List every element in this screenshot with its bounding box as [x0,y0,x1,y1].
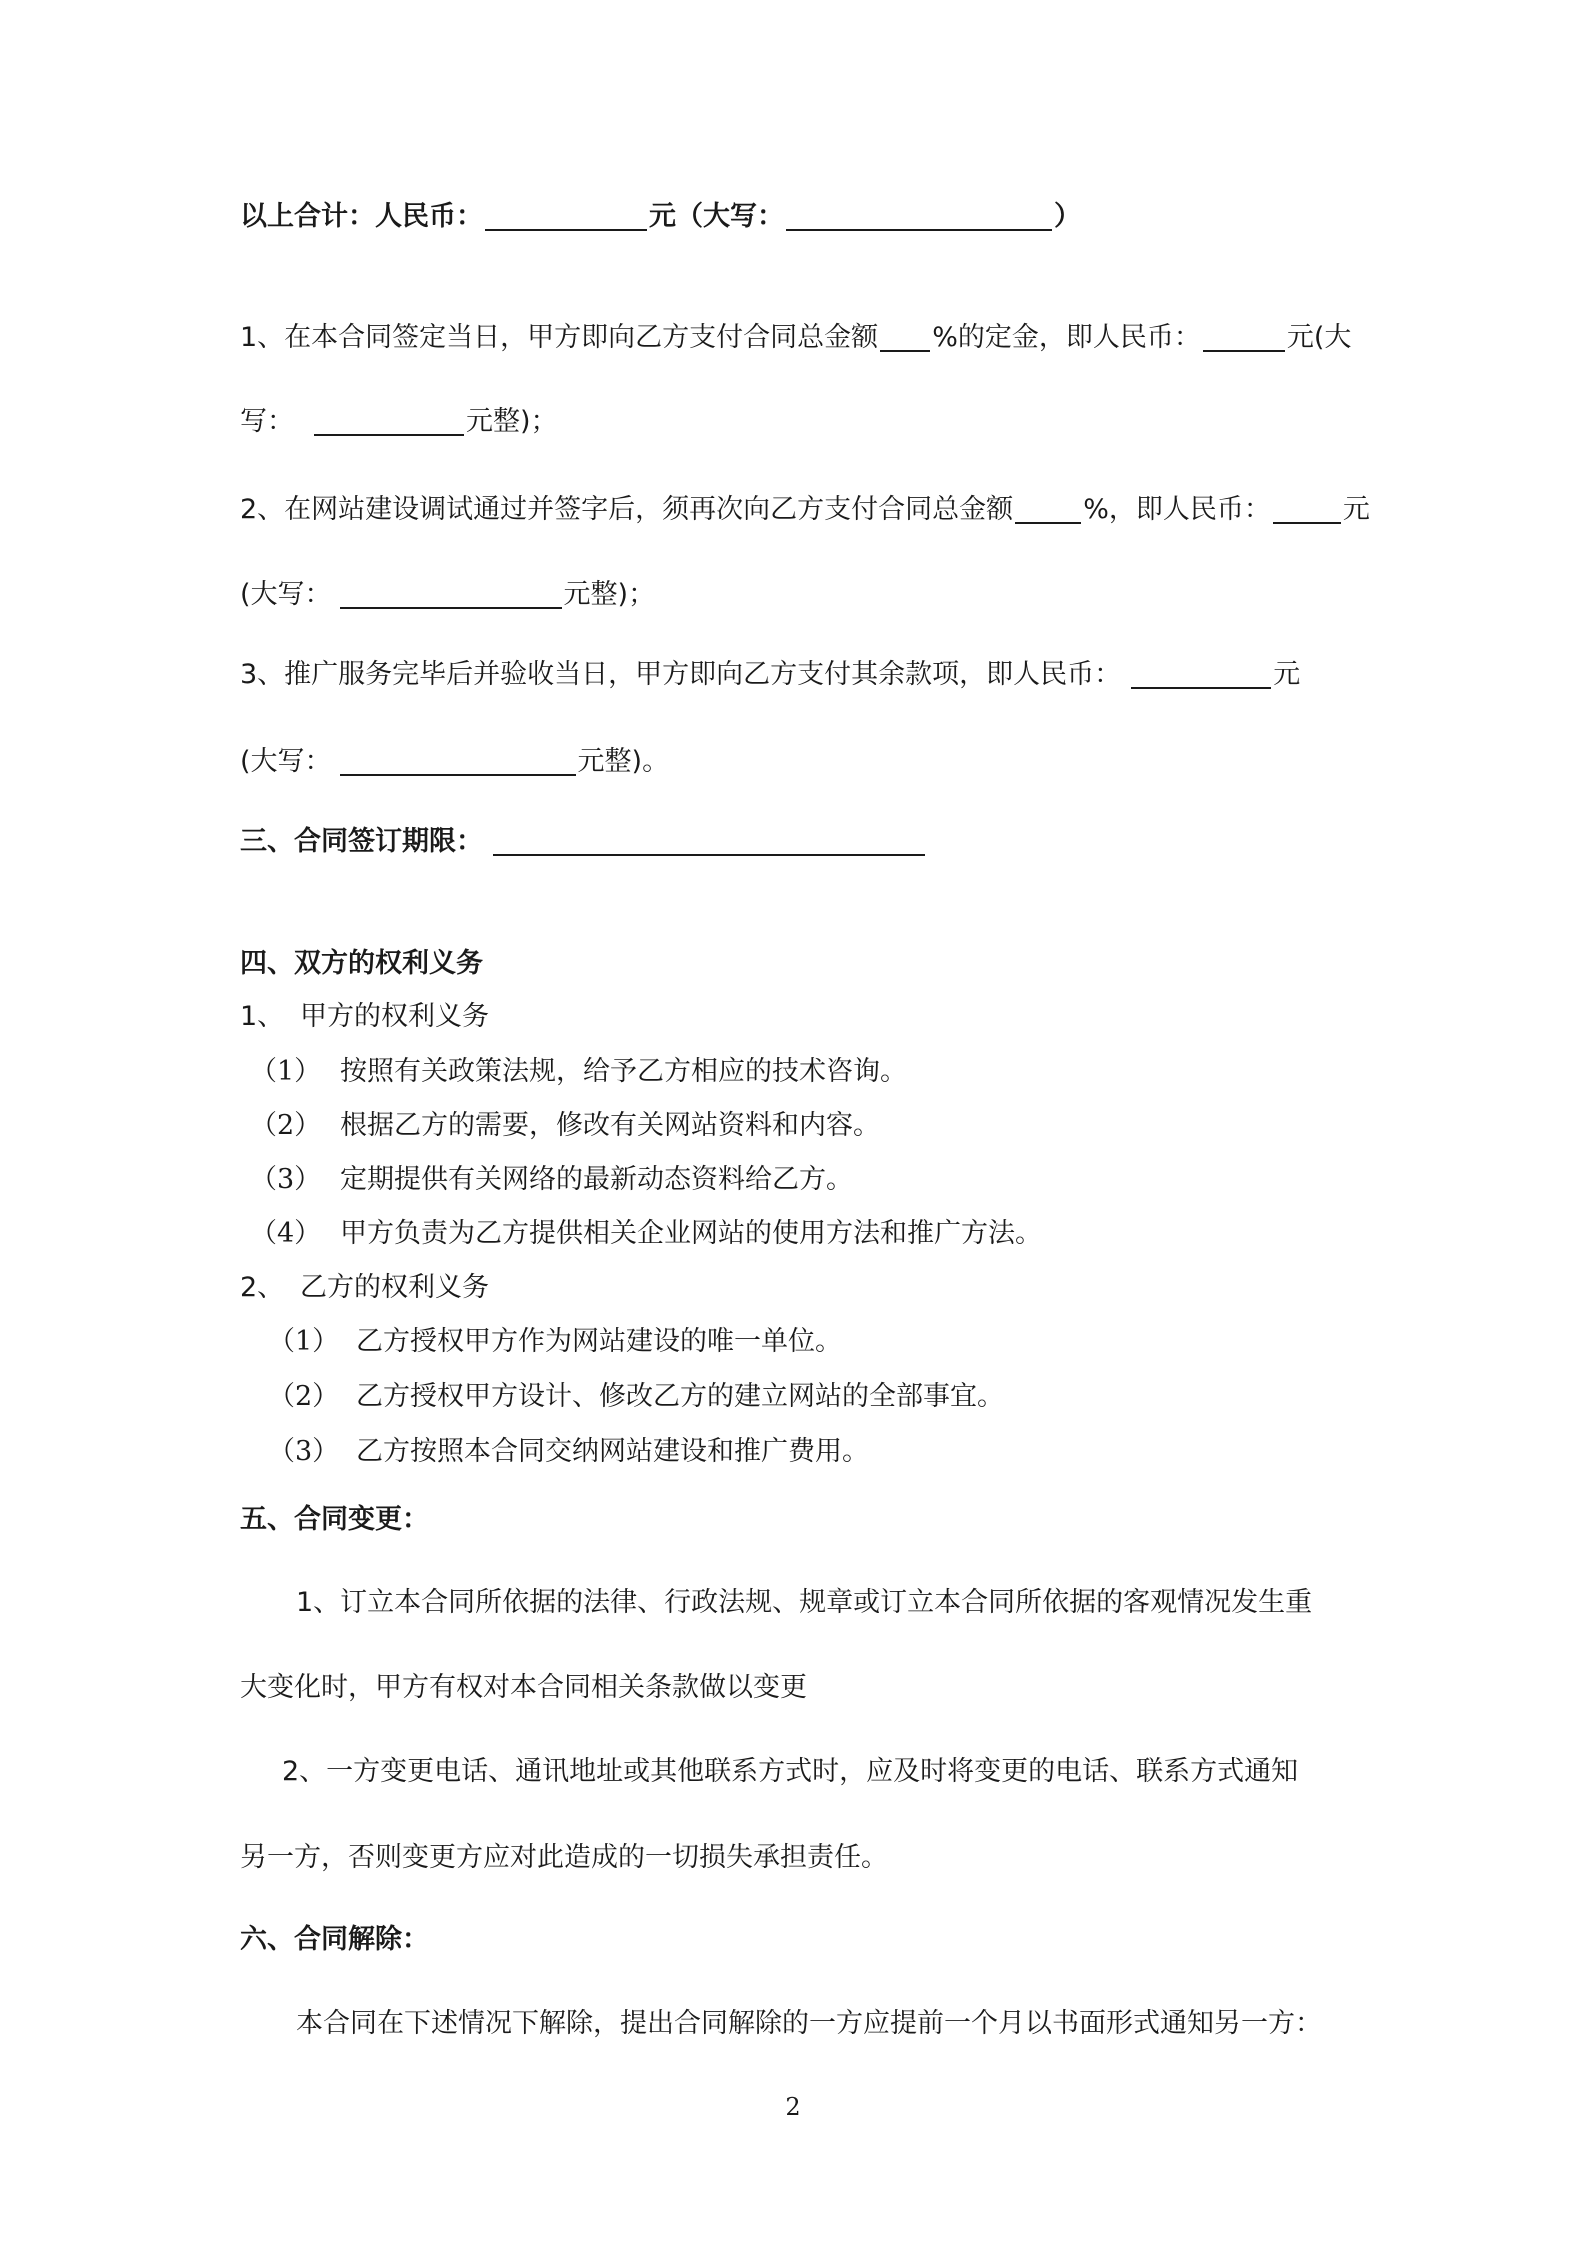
item-text: 按照有关政策法规，给予乙方相应的技术咨询。 [340,1056,907,1087]
payment-3-text-a: 3、推广服务完毕后并验收当日，甲方即向乙方支付其余款项，即人民币： [240,659,1122,690]
section-6-title: 六、合同解除： [240,1924,429,1955]
payment-3-amount-blank [1131,657,1271,689]
party-b-num: 2、 [240,1272,285,1303]
party-a-item [250,1052,907,1092]
payment-2-uppercase-blank [340,577,562,609]
section-3-heading [240,822,927,862]
party-a-item [250,1160,853,1200]
total-amount-blank [485,199,647,231]
payment-3-text-c: (大写： [240,746,332,777]
total-line [240,197,1081,237]
payment-1-line-1 [240,318,1351,358]
item-number: （2） [250,1110,322,1141]
payment-2-text-b: %，即人民币： [1083,494,1271,525]
total-uppercase-blank [786,199,1052,231]
total-label: 以上合计：人民币： [240,201,483,232]
item-number: （1） [250,1056,322,1087]
item-text: 定期提供有关网络的最新动态资料给乙方。 [340,1164,853,1195]
payment-3-text-d: 元整)。 [577,746,670,777]
section-5-p2-line-1: 2、一方变更电话、通讯地址或其他联系方式时，应及时将变更的电话、联系方式通知 [282,1756,1299,1787]
payment-1-percent-blank [880,320,930,352]
item-text: 根据乙方的需要，修改有关网站资料和内容。 [340,1110,880,1141]
party-b-item [268,1322,842,1362]
payment-2-text-c: 元 [1342,494,1370,525]
payment-2-text-d: (大写： [240,579,332,610]
party-b-title: 乙方的权利义务 [300,1272,489,1303]
total-close: ） [1054,201,1081,232]
item-number: （3） [268,1436,340,1467]
item-number: （4） [250,1218,322,1249]
payment-3-line-1 [240,655,1300,695]
party-b-item [268,1377,1004,1417]
payment-1-amount-blank [1203,320,1285,352]
payment-2-line-1 [240,490,1370,530]
page-number: 2 [785,2093,801,2121]
payment-2-text-e: 元整)； [563,579,656,610]
contract-term-blank [493,824,925,856]
section-5-p1-line-1: 1、订立本合同所依据的法律、行政法规、规章或订立本合同所依据的客观情况发生重 [296,1587,1313,1618]
payment-2-line-2 [240,575,655,615]
payment-1-text-e: 元整)； [466,406,558,437]
item-text: 甲方负责为乙方提供相关企业网站的使用方法和推广方法。 [340,1218,1042,1249]
section-5-p1-line-2: 大变化时，甲方有权对本合同相关条款做以变更 [240,1672,807,1703]
payment-1-text-c: 元(大 [1286,322,1352,353]
party-a-item [250,1106,880,1146]
party-b-item [268,1432,869,1472]
item-number: （3） [250,1164,322,1195]
payment-1-text-d: 写： [240,406,294,437]
section-5-title: 五、合同变更： [240,1504,429,1535]
item-number: （1） [268,1326,340,1357]
payment-3-text-b: 元 [1273,659,1301,690]
payment-2-percent-blank [1015,492,1081,524]
section-6-p1: 本合同在下述情况下解除，提出合同解除的一方应提前一个月以书面形式通知另一方： [296,2008,1322,2039]
section-3-title: 三、合同签订期限： [240,826,483,857]
item-text: 乙方授权甲方设计、修改乙方的建立网站的全部事宜。 [356,1381,1004,1412]
party-a-num: 1、 [240,1001,285,1032]
item-number: （2） [268,1381,340,1412]
section-4-title: 四、双方的权利义务 [240,948,483,979]
payment-1-line-2 [240,402,558,442]
total-yuan-open: 元（大写： [649,201,784,232]
payment-1-text-a: 1、在本合同签定当日，甲方即向乙方支付合同总金额 [240,322,879,353]
item-text: 乙方按照本合同交纳网站建设和推广费用。 [356,1436,869,1467]
payment-3-uppercase-blank [340,744,576,776]
payment-1-uppercase-blank [314,404,464,436]
payment-2-text-a: 2、在网站建设调试通过并签字后，须再次向乙方支付合同总金额 [240,494,1014,525]
payment-3-line-2 [240,742,669,782]
party-b-heading [240,1268,489,1308]
party-a-item [250,1214,1042,1254]
item-text: 乙方授权甲方作为网站建设的唯一单位。 [356,1326,842,1357]
party-a-title: 甲方的权利义务 [300,1001,489,1032]
section-5-p2-line-2: 另一方，否则变更方应对此造成的一切损失承担责任。 [240,1842,888,1873]
payment-2-amount-blank [1273,492,1341,524]
party-a-heading [240,997,489,1037]
payment-1-text-b: %的定金，即人民币： [932,322,1201,353]
